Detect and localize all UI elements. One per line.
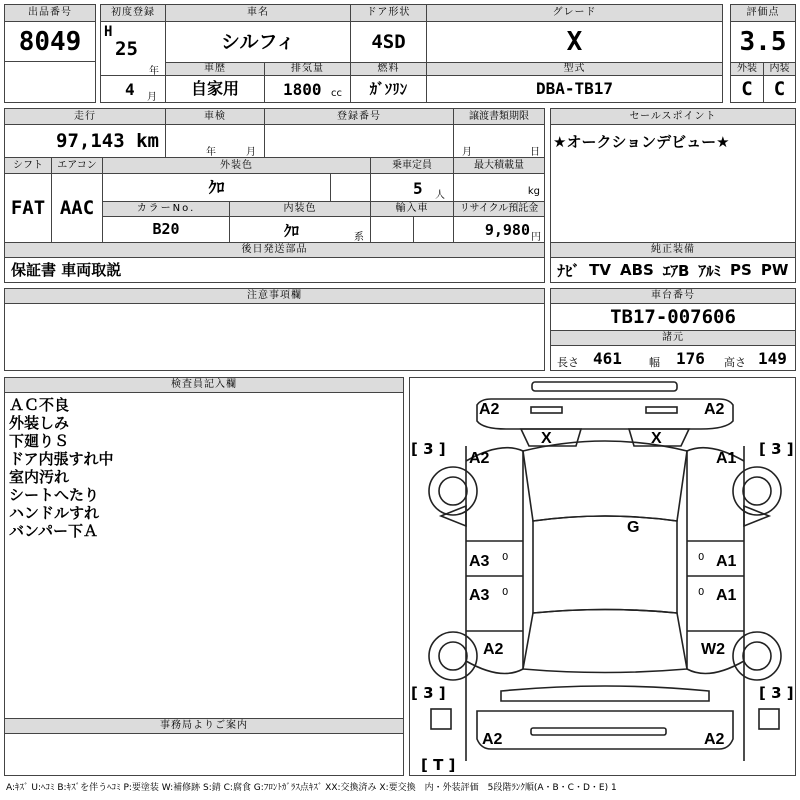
equipment-label: 純正装備 — [550, 242, 796, 258]
front-bumper-shape — [532, 382, 677, 391]
color-no-label: カラーNo. — [102, 201, 230, 217]
recycle-label: リサイクル預託金 — [453, 201, 545, 217]
mileage-value — [56, 130, 159, 152]
label-fr-fender: A2 — [704, 401, 725, 418]
inspection-label: 車検 — [165, 108, 265, 125]
shift-label: シフト — [4, 157, 52, 174]
car-name-label: 車名 — [165, 4, 351, 22]
aircon-label: エアコン — [51, 157, 103, 174]
score-ext-label: 外装 — [730, 62, 764, 76]
label-roof: G — [627, 519, 640, 536]
wheel-rr — [733, 632, 781, 680]
load-unit: kg — [527, 186, 540, 197]
bracket-top-right: [ 3 ] — [759, 440, 794, 458]
transfer-day-unit: 日 — [530, 147, 540, 158]
inspector-line: 外装しみ — [9, 414, 70, 432]
rear-window-shape — [523, 610, 687, 673]
reg-year-cell — [100, 21, 166, 76]
car-name: シルフィ — [165, 21, 351, 63]
import-cell-1 — [370, 216, 414, 243]
import-cell-2 — [413, 216, 454, 243]
model-label: 型式 — [426, 62, 723, 76]
reg-month-unit: 月 — [147, 92, 157, 103]
later-parts-label: 後日発送部品 — [4, 242, 545, 258]
mileage-number: 97,143 — [56, 130, 125, 152]
label-rear-r: A2 — [704, 731, 725, 748]
specs-width-label: 幅 — [649, 356, 660, 369]
small-mark: 0 — [698, 552, 705, 563]
seats-label: 乗車定員 — [370, 157, 454, 174]
roof-shape — [533, 516, 677, 613]
specs-height-label: 高さ — [724, 356, 746, 369]
rear-light-r — [759, 709, 779, 729]
history-label: 車歴 — [165, 62, 265, 76]
displacement-value: 1800 — [283, 80, 322, 99]
equipment-item: PW — [760, 261, 789, 279]
seats-cell — [370, 173, 454, 202]
label-rear-l: A2 — [482, 731, 503, 748]
small-mark: 0 — [502, 552, 509, 563]
recycle-value: 9,980 — [484, 221, 530, 239]
specs-length-label: 長さ — [557, 356, 579, 369]
transfer-month-unit: 月 — [462, 147, 472, 158]
label-mid-l: A3 — [469, 553, 490, 570]
displacement-cell — [264, 75, 351, 103]
model-value: DBA-TB17 — [426, 75, 723, 103]
label-rear-fender-l: A2 — [483, 641, 504, 658]
shift-value: FAT — [4, 173, 52, 243]
mileage-unit: km — [136, 130, 159, 152]
bracket-bottom: [ T ] — [421, 756, 456, 774]
specs-label: 諸元 — [550, 330, 796, 346]
equipment-item: PS — [730, 261, 752, 279]
car-diagram — [409, 377, 796, 776]
lot-label: 出品番号 — [4, 4, 96, 22]
reg-era: H — [104, 24, 113, 40]
specs-height: 149 — [758, 349, 787, 368]
transfer-label: 譲渡書類期限 — [453, 108, 545, 125]
score-ext: C — [730, 75, 764, 103]
reg-year: 25 — [115, 38, 138, 60]
wheel-fl — [429, 467, 477, 515]
int-color-unit: 系 — [354, 232, 364, 243]
reg-month: 4 — [125, 80, 135, 99]
int-color-cell — [229, 216, 371, 243]
reg-label: 初度登録 — [100, 4, 166, 22]
equipment-item: TV — [589, 261, 611, 279]
rear-panel-shape — [477, 711, 733, 749]
displacement-unit: cc — [331, 88, 342, 99]
grade-value: X — [426, 21, 723, 63]
mirror-r-shape — [744, 506, 769, 526]
plate-cell — [264, 124, 454, 158]
mileage-cell — [4, 124, 166, 158]
front-grille-l — [531, 407, 562, 413]
equipment-item: ｱﾙﾐ — [698, 261, 721, 280]
recycle-cell — [453, 216, 545, 243]
reg-month-cell — [100, 75, 166, 103]
trunk-shape — [501, 686, 709, 701]
recycle-unit: 円 — [531, 232, 541, 243]
front-grille-r — [646, 407, 677, 413]
door-label: ドア形状 — [350, 4, 427, 22]
inspector-line: ＡＣ不良 — [9, 396, 70, 414]
label-mid-r: A1 — [716, 553, 737, 570]
chassis-value: TB17-007606 — [550, 303, 796, 331]
equipment-item: ｴｱB — [662, 261, 690, 280]
specs-cell — [550, 345, 796, 371]
inspector-notes — [4, 392, 404, 719]
windshield-shape — [523, 441, 687, 521]
rear-bumper-shape — [531, 728, 666, 735]
int-color-value: ｸﾛ — [284, 222, 300, 240]
notes-label: 注意事項欄 — [4, 288, 545, 304]
later-parts-value: 保証書 車両取説 — [4, 257, 545, 283]
bracket-bottom-right: [ 3 ] — [759, 684, 794, 702]
specs-length: 461 — [593, 349, 622, 368]
equipment-list — [550, 257, 796, 283]
score-int: C — [763, 75, 796, 103]
int-color-label: 内装色 — [229, 201, 371, 217]
color-no-value: B20 — [102, 216, 230, 243]
label-rear-door-r: A1 — [716, 587, 737, 604]
lot-blank — [4, 61, 96, 103]
label-rear-door-l: A3 — [469, 587, 490, 604]
car-outline — [410, 378, 796, 776]
fuel-label: 燃料 — [350, 62, 427, 76]
equipment-item: ABS — [620, 261, 654, 279]
inspection-month-unit: 月 — [246, 147, 256, 158]
displacement-label: 排気量 — [264, 62, 351, 76]
small-mark: 0 — [502, 587, 509, 598]
ext-color-value: ｸﾛ — [102, 173, 331, 202]
inspector-line: ドア内張すれ中 — [9, 450, 114, 468]
front-panel-shape — [477, 399, 733, 429]
notes-area — [4, 303, 545, 371]
office-label: 事務局よりご案内 — [4, 718, 404, 734]
inspector-line: シートへたり — [9, 486, 100, 504]
label-light-r: X — [651, 430, 662, 447]
inspector-line: 下廻りＳ — [9, 432, 70, 450]
label-front-door-r: A1 — [716, 450, 737, 467]
reg-year-unit: 年 — [149, 66, 159, 76]
history-value: 自家用 — [165, 75, 265, 103]
inspection-year-unit: 年 — [206, 147, 216, 158]
load-label: 最大積載量 — [453, 157, 545, 174]
bracket-bottom-left: [ 3 ] — [411, 684, 446, 702]
inspection-cell — [165, 124, 265, 158]
wheel-rl — [429, 632, 477, 680]
wheel-fr — [733, 467, 781, 515]
mirror-l-shape — [441, 506, 466, 526]
aircon-value: AAC — [51, 173, 103, 243]
score-int-label: 内装 — [763, 62, 796, 76]
score-label: 評価点 — [730, 4, 796, 22]
seats-unit: 人 — [435, 190, 445, 201]
label-rear-fender-r: W2 — [701, 641, 725, 658]
ext-color-label: 外装色 — [102, 157, 371, 174]
fuel-value: ｶﾞｿﾘﾝ — [350, 75, 427, 103]
bracket-top-left: [ 3 ] — [411, 440, 446, 458]
office-area — [4, 733, 404, 776]
sales-label: セールスポイント — [550, 108, 796, 125]
mileage-label: 走行 — [4, 108, 166, 125]
seats-value: 5 — [413, 179, 423, 198]
inspector-line: ハンドルすれ — [9, 504, 100, 522]
plate-label: 登録番号 — [264, 108, 454, 125]
small-mark: 0 — [698, 587, 705, 598]
chassis-label: 車台番号 — [550, 288, 796, 304]
ext-color-blank — [330, 173, 371, 202]
transfer-cell — [453, 124, 545, 158]
sales-text: ★オークションデビュー★ — [550, 124, 796, 243]
inspector-label: 検査員記入欄 — [4, 377, 404, 393]
legend: A:ｷｽﾞ U:ﾍｺﾐ B:ｷｽﾞを伴うﾍｺﾐ P:要塗装 W:補修跡 S:錆 C:腐食 G:ﾌﾛﾝﾄｶﾞﾗｽ点ｷｽﾞ XX:交換済み X:要交換 内・外装評価 5段階ﾗﾝｸ順(A・B・C・D・E) 1 — [6, 783, 617, 793]
import-label: 輸入車 — [370, 201, 454, 217]
body-sides — [466, 446, 744, 761]
rear-light-l — [431, 709, 451, 729]
score-value: 3.5 — [730, 21, 796, 63]
door-value: 4SD — [350, 21, 427, 63]
label-front-door-l: A2 — [469, 450, 490, 467]
equipment-item: ﾅﾋﾞ — [557, 261, 581, 280]
label-light-l: X — [541, 430, 552, 447]
grade-label: グレード — [426, 4, 723, 22]
specs-width: 176 — [676, 349, 705, 368]
inspector-line: 室内汚れ — [9, 468, 70, 486]
inspector-line: バンパー下Ａ — [9, 522, 98, 540]
label-fl-fender: A2 — [479, 401, 500, 418]
lot-number: 8049 — [4, 21, 96, 62]
load-cell — [453, 173, 545, 202]
